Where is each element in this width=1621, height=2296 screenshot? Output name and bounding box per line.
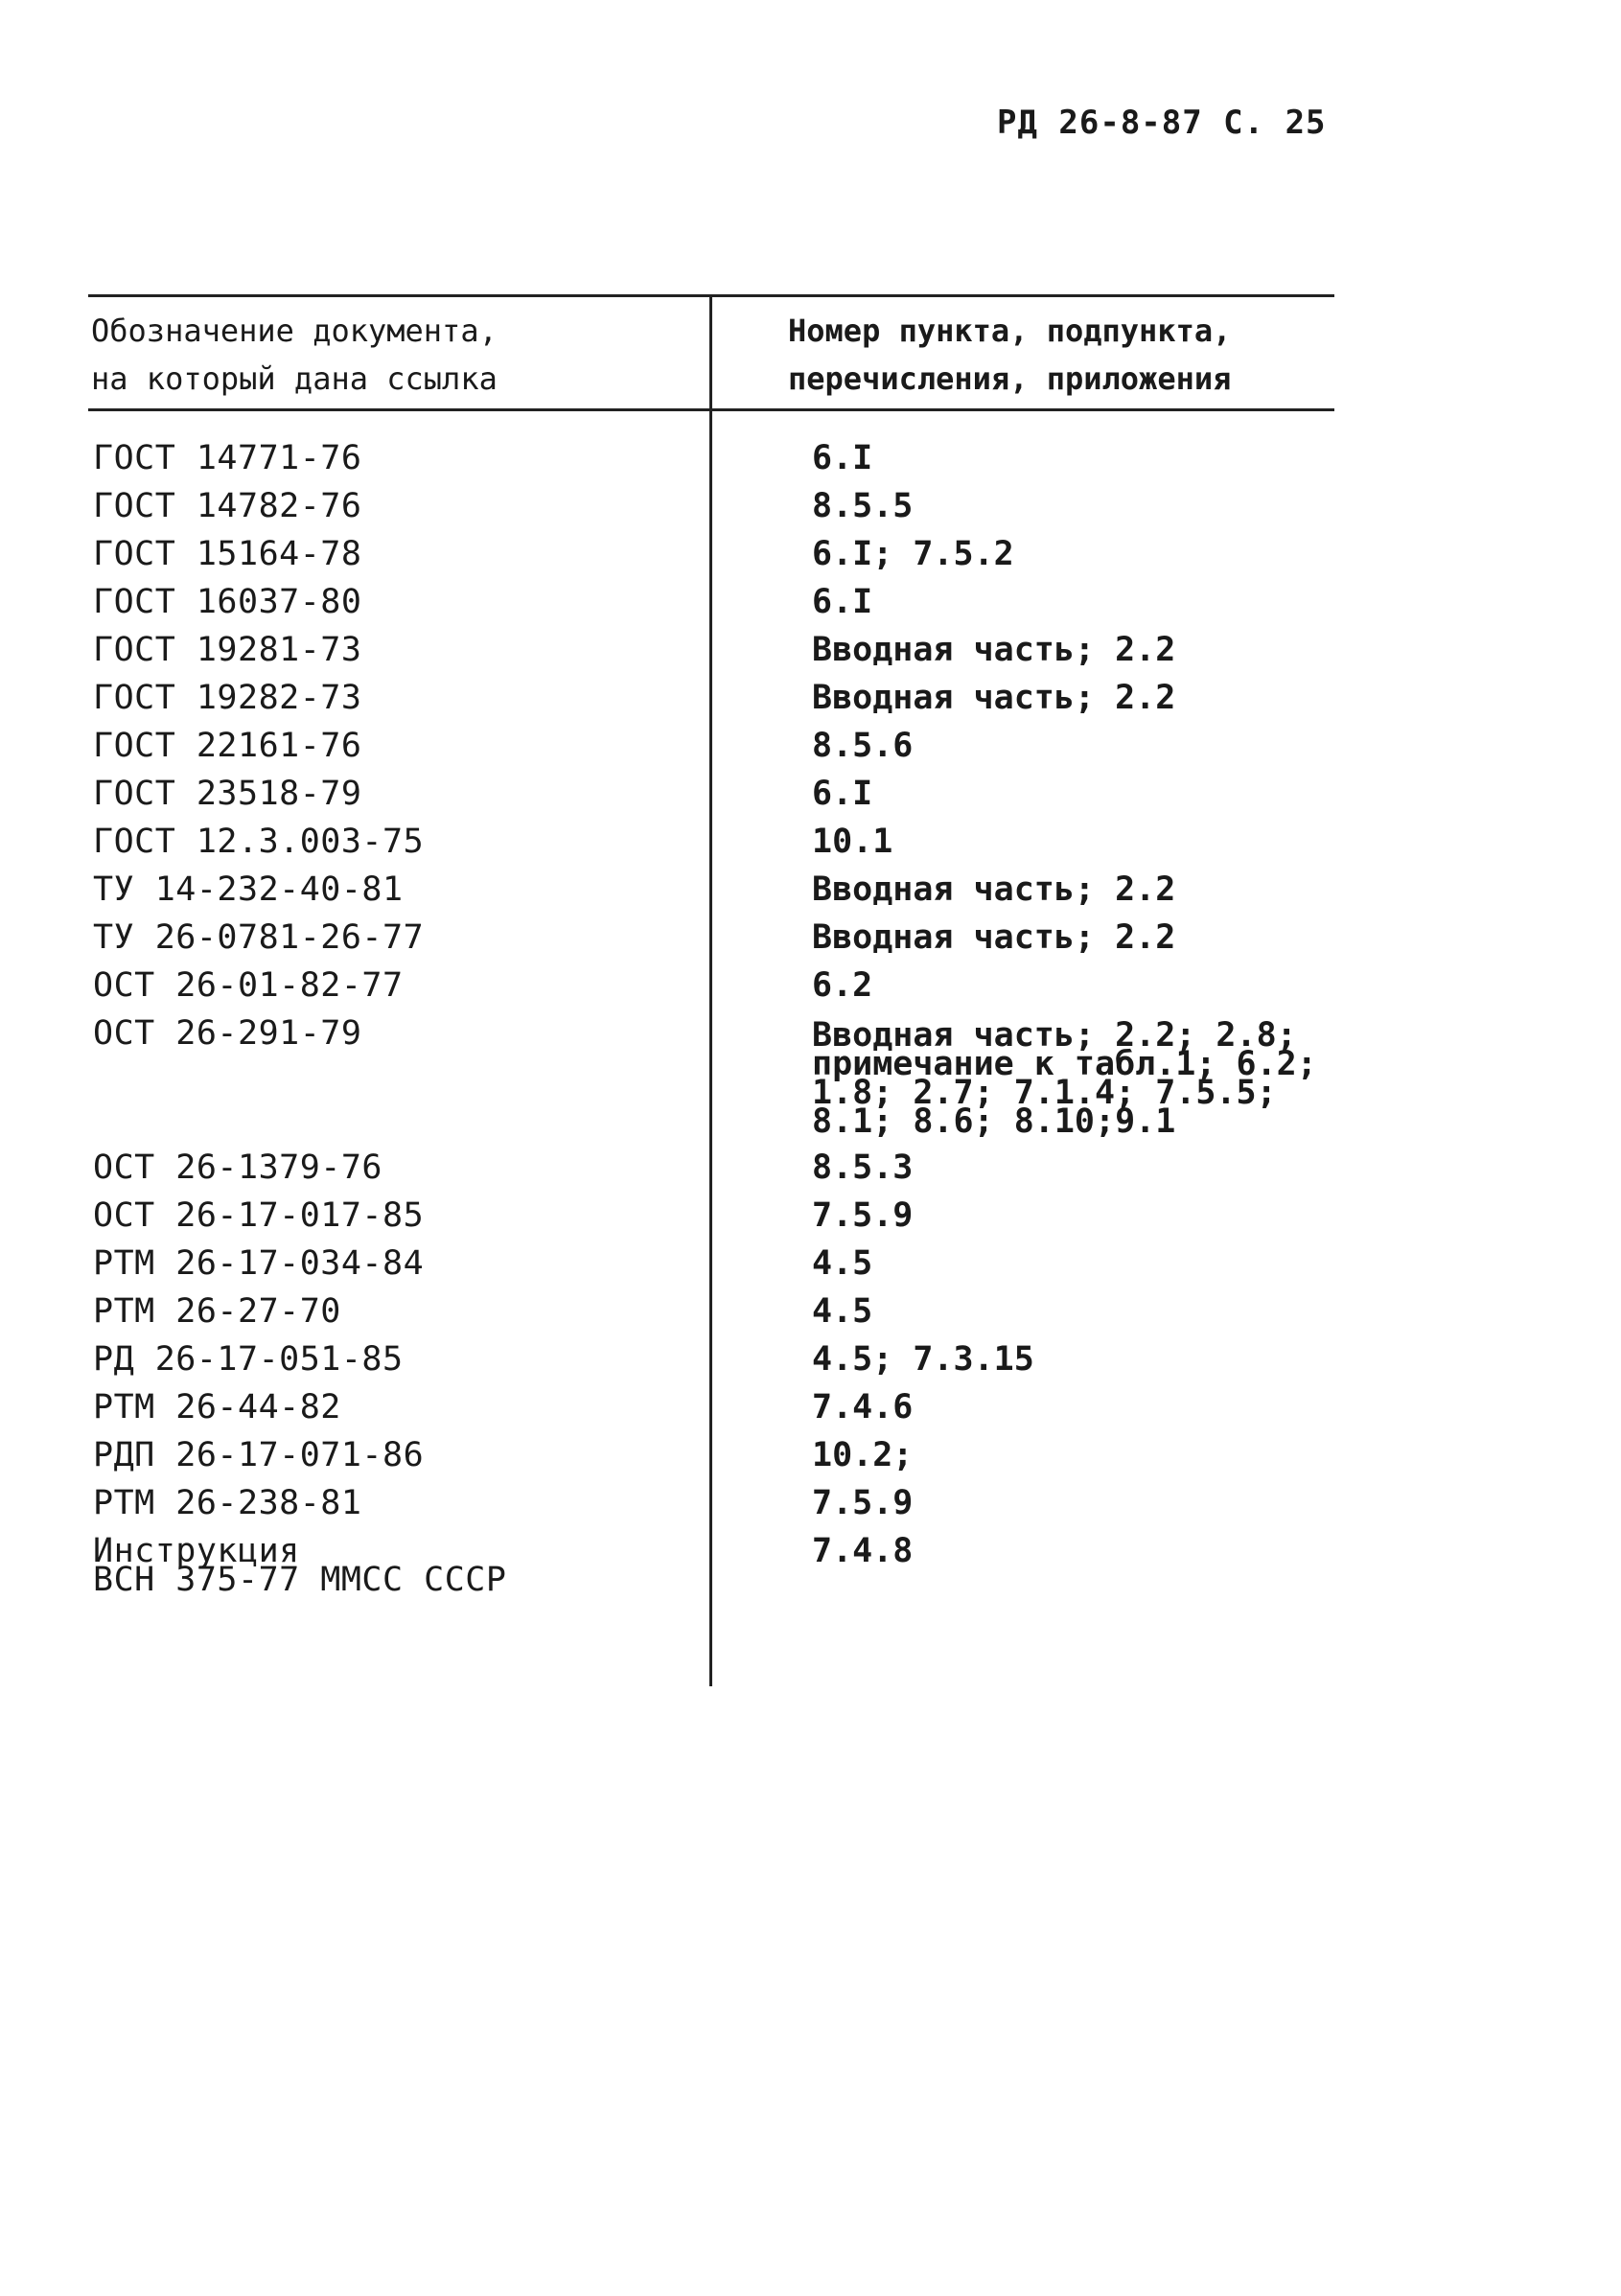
clause-reference-line: 7.5.9 xyxy=(812,1196,914,1235)
table-row xyxy=(0,1527,1621,1599)
clause-reference xyxy=(812,770,1349,818)
document-designation-line: ОСТ 26-17-017-85 xyxy=(93,1196,425,1235)
table-row xyxy=(0,1192,1621,1240)
document-designation xyxy=(93,674,361,722)
document-designation xyxy=(93,1192,424,1240)
clause-reference xyxy=(812,914,1349,962)
document-designation-line: ГОСТ 19282-73 xyxy=(93,679,362,717)
column-header-document xyxy=(91,307,498,403)
document-designation-line: ОСТ 26-291-79 xyxy=(93,1014,362,1053)
table-row xyxy=(0,818,1621,866)
clause-reference-line: примечание к табл.1; 6.2; xyxy=(812,1045,1317,1083)
document-designation-line: РТМ 26-17-034-84 xyxy=(93,1244,425,1283)
clause-reference xyxy=(812,1383,1349,1431)
table-row xyxy=(0,530,1621,578)
clause-reference-line: 7.4.8 xyxy=(812,1532,914,1570)
clause-reference-line: Вводная часть; 2.2 xyxy=(812,631,1176,669)
document-designation-line: РТМ 26-44-82 xyxy=(93,1388,341,1426)
document-designation xyxy=(93,770,361,818)
table-body xyxy=(0,434,1621,1599)
clause-reference-line: 4.5 xyxy=(812,1292,873,1331)
document-designation xyxy=(93,530,361,578)
document-designation-line: Инструкция xyxy=(93,1532,300,1570)
clause-reference xyxy=(812,434,1349,482)
clause-reference xyxy=(812,722,1349,770)
clause-reference xyxy=(812,674,1349,722)
document-designation-line: ГОСТ 14771-76 xyxy=(93,439,362,477)
document-designation-line: ГОСТ 23518-79 xyxy=(93,775,362,813)
clause-reference xyxy=(812,1240,1349,1287)
table-row xyxy=(0,866,1621,914)
table-row xyxy=(0,1335,1621,1383)
clause-reference xyxy=(812,818,1349,866)
table-row xyxy=(0,674,1621,722)
document-designation-line: РТМ 26-238-81 xyxy=(93,1484,362,1522)
document-designation xyxy=(93,818,424,866)
table-row xyxy=(0,1383,1621,1431)
clause-reference-line: Вводная часть; 2.2 xyxy=(812,679,1176,717)
column-header-reference-line: Номер пункта, подпункта, xyxy=(788,313,1232,349)
table-row xyxy=(0,1009,1621,1144)
clause-reference xyxy=(812,1192,1349,1240)
document-designation xyxy=(93,866,404,914)
clause-reference-line: 10.1 xyxy=(812,823,893,861)
document-designation-line: ВСН 375-77 ММСС СССР xyxy=(93,1561,507,1599)
table-row xyxy=(0,914,1621,962)
document-designation-line: РД 26-17-051-85 xyxy=(93,1340,404,1379)
table-row xyxy=(0,578,1621,626)
clause-reference xyxy=(812,1287,1349,1335)
document-designation xyxy=(93,1240,424,1287)
document-designation-line: ОСТ 26-01-82-77 xyxy=(93,966,404,1005)
clause-reference-line: Вводная часть; 2.2; 2.8; xyxy=(812,1016,1297,1055)
clause-reference-line: 8.5.6 xyxy=(812,727,914,765)
document-designation xyxy=(93,914,424,962)
page-header-code: РД 26-8-87 С. 25 xyxy=(997,104,1327,142)
column-header-reference xyxy=(788,307,1231,403)
document-designation-line: ГОСТ 22161-76 xyxy=(93,727,362,765)
clause-reference-line: 6.I xyxy=(812,439,873,477)
document-designation xyxy=(93,1479,361,1527)
document-designation xyxy=(93,626,361,674)
column-header-document-line: Обозначение документа, xyxy=(91,313,498,349)
document-designation xyxy=(93,1532,507,1599)
table-row xyxy=(0,1144,1621,1192)
clause-reference-line: Вводная часть; 2.2 xyxy=(812,918,1176,957)
clause-reference xyxy=(812,1009,1349,1144)
document-designation-line: ОСТ 26-1379-76 xyxy=(93,1148,383,1187)
column-header-reference-line: перечисления, приложения xyxy=(788,360,1232,397)
document-designation xyxy=(93,1431,424,1479)
clause-reference-line: 8.5.5 xyxy=(812,487,914,525)
clause-reference xyxy=(812,626,1349,674)
table-row xyxy=(0,1287,1621,1335)
table-row xyxy=(0,434,1621,482)
document-designation-line: ГОСТ 15164-78 xyxy=(93,535,362,573)
document-designation-line: ГОСТ 19281-73 xyxy=(93,631,362,669)
document-designation-line: РДП 26-17-071-86 xyxy=(93,1436,425,1474)
clause-reference-line: 7.5.9 xyxy=(812,1484,914,1522)
document-designation xyxy=(93,962,404,1009)
document-designation xyxy=(93,482,361,530)
clause-reference-line: Вводная часть; 2.2 xyxy=(812,870,1176,909)
document-designation xyxy=(93,578,361,626)
table-row xyxy=(0,1479,1621,1527)
table-row xyxy=(0,1431,1621,1479)
clause-reference xyxy=(812,1431,1349,1479)
clause-reference xyxy=(812,962,1349,1009)
clause-reference-line: 4.5 xyxy=(812,1244,873,1283)
document-designation xyxy=(93,1287,341,1335)
clause-reference xyxy=(812,1527,1349,1575)
document-designation xyxy=(93,1009,361,1057)
document-designation-line: ТУ 14-232-40-81 xyxy=(93,870,404,909)
clause-reference-line: 6.2 xyxy=(812,966,873,1005)
clause-reference-line: 7.4.6 xyxy=(812,1388,914,1426)
clause-reference-line: 1.8; 2.7; 7.1.4; 7.5.5; xyxy=(812,1074,1277,1112)
table-row xyxy=(0,770,1621,818)
clause-reference xyxy=(812,1144,1349,1192)
table-row xyxy=(0,722,1621,770)
clause-reference xyxy=(812,866,1349,914)
table-row xyxy=(0,1240,1621,1287)
table-row xyxy=(0,482,1621,530)
document-designation xyxy=(93,1335,404,1383)
table-row xyxy=(0,626,1621,674)
clause-reference-line: 10.2; xyxy=(812,1436,914,1474)
document-designation-line: ГОСТ 14782-76 xyxy=(93,487,362,525)
clause-reference-line: 6.I xyxy=(812,775,873,813)
clause-reference-line: 8.5.3 xyxy=(812,1148,914,1187)
document-designation-line: ГОСТ 16037-80 xyxy=(93,583,362,621)
clause-reference-line: 8.1; 8.6; 8.10;9.1 xyxy=(812,1102,1176,1141)
document-designation-line: ГОСТ 12.3.003-75 xyxy=(93,823,425,861)
document-designation-line: РТМ 26-27-70 xyxy=(93,1292,341,1331)
document-designation xyxy=(93,434,361,482)
clause-reference xyxy=(812,1335,1349,1383)
column-header-document-line: на который дана ссылка xyxy=(91,360,498,397)
clause-reference-line: 6.I; 7.5.2 xyxy=(812,535,1014,573)
clause-reference-line: 6.I xyxy=(812,583,873,621)
clause-reference xyxy=(812,530,1349,578)
clause-reference xyxy=(812,482,1349,530)
document-designation xyxy=(93,722,361,770)
table-row xyxy=(0,962,1621,1009)
clause-reference-line: 4.5; 7.3.15 xyxy=(812,1340,1034,1379)
document-designation xyxy=(93,1383,341,1431)
document-designation-line: ТУ 26-0781-26-77 xyxy=(93,918,425,957)
clause-reference xyxy=(812,1479,1349,1527)
document-designation xyxy=(93,1144,382,1192)
clause-reference xyxy=(812,578,1349,626)
